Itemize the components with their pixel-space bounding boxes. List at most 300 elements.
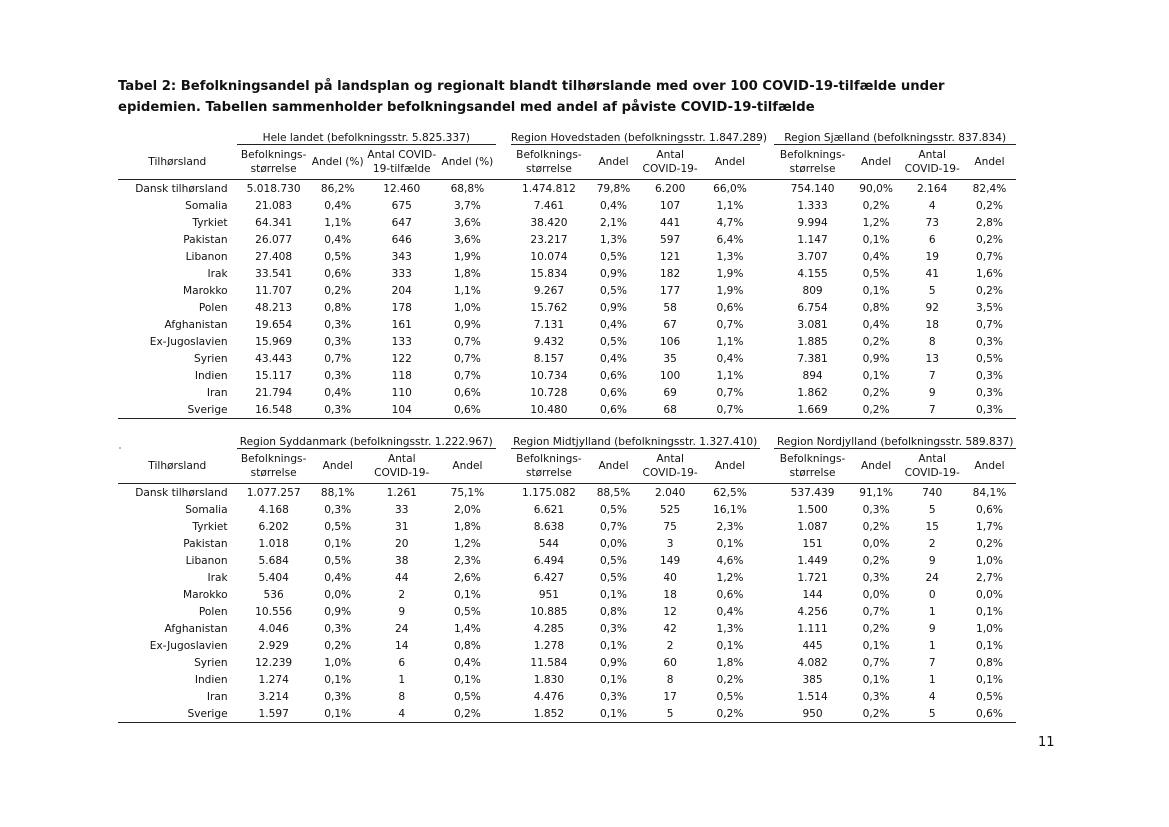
- table-row: [118, 535, 1016, 552]
- gap-cell: [496, 367, 511, 384]
- region-header: Region Sjælland (befolkningsstr. 837.834): [774, 127, 1016, 145]
- value-cell: 0,4%: [324, 233, 352, 246]
- gap-cell: [760, 431, 775, 449]
- value-cell: 1,0%: [975, 622, 1003, 635]
- value-cell: 15.969: [255, 335, 293, 348]
- value-cell: 7: [902, 401, 963, 419]
- value-cell: 9: [928, 622, 936, 635]
- gap-cell: [760, 248, 775, 265]
- value-cell: 0,3%: [311, 401, 365, 419]
- value-cell: 0,3%: [324, 318, 352, 331]
- value-cell: 1.018: [258, 537, 289, 550]
- value-cell: 3.707: [797, 250, 828, 263]
- table-row: [118, 654, 1016, 671]
- gap-cell: [496, 384, 511, 401]
- value-cell: 0,5%: [600, 250, 627, 263]
- value-cell: 809: [802, 284, 823, 297]
- value-cell: 1,1%: [716, 369, 744, 382]
- value-cell: 0,2%: [851, 705, 902, 723]
- value-cell: 8.638: [533, 520, 565, 533]
- value-cell: 2,1%: [600, 216, 627, 229]
- value-cell: 0,3%: [862, 571, 890, 584]
- value-cell: 0,1%: [453, 588, 481, 601]
- value-cell: 0,2%: [975, 199, 1003, 212]
- value-cell: 3.081: [797, 318, 828, 331]
- value-cell: 0,3%: [324, 503, 352, 516]
- gap-cell: [760, 535, 775, 552]
- value-cell: 9: [398, 605, 406, 618]
- value-cell: 0,9%: [600, 267, 627, 280]
- value-cell: 43.443: [255, 352, 293, 365]
- empty-cell: [118, 127, 237, 145]
- value-cell: 0,9%: [453, 318, 481, 331]
- country-cell: Libanon: [185, 250, 228, 263]
- gap-cell: [760, 384, 775, 401]
- table-row: [118, 552, 1016, 569]
- value-cell: 7.131: [533, 318, 565, 331]
- value-cell: 64.341: [255, 216, 293, 229]
- value-cell: 1: [928, 639, 936, 652]
- value-cell: 0,4%: [600, 352, 627, 365]
- value-cell: 106: [660, 335, 681, 348]
- gap-cell: [496, 569, 511, 586]
- value-cell: 0,3%: [862, 690, 890, 703]
- value-cell: 0,4%: [862, 318, 890, 331]
- value-cell: 0,6%: [975, 503, 1003, 516]
- value-cell: 68: [640, 401, 700, 419]
- gap-cell: [496, 197, 511, 214]
- value-cell: 754.140: [790, 182, 835, 195]
- value-cell: 2.040: [654, 486, 686, 499]
- table-row: [118, 620, 1016, 637]
- value-cell: 118: [391, 369, 412, 382]
- value-cell: 6.427: [533, 571, 565, 584]
- value-cell: 0,2%: [862, 386, 890, 399]
- value-cell: 16.548: [237, 401, 311, 419]
- value-cell: 5: [928, 284, 936, 297]
- value-cell: 58: [663, 301, 677, 314]
- value-cell: 0,3%: [600, 622, 627, 635]
- value-cell: 0,1%: [600, 673, 627, 686]
- value-cell: 1.474.812: [521, 182, 576, 195]
- value-cell: 0,0%: [862, 537, 890, 550]
- gap-cell: [760, 449, 775, 484]
- value-cell: 84,1%: [972, 486, 1007, 499]
- country-cell: Polen: [198, 605, 228, 618]
- country-cell: Afghanistan: [164, 318, 228, 331]
- value-cell: 0,1%: [975, 605, 1003, 618]
- gap-cell: [760, 316, 775, 333]
- value-cell: 1,8%: [453, 267, 481, 280]
- region-header-row: [118, 127, 1016, 145]
- value-cell: 2: [398, 588, 406, 601]
- value-cell: 8: [666, 673, 674, 686]
- value-cell: 3: [666, 537, 674, 550]
- column-header: Andel: [311, 449, 365, 484]
- value-cell: 2: [666, 639, 674, 652]
- column-header: Andel: [963, 449, 1016, 484]
- value-cell: 0,4%: [600, 318, 627, 331]
- value-cell: 0,2%: [324, 284, 352, 297]
- region-header: Region Hovedstaden (befolkningsstr. 1.847.289): [511, 127, 760, 145]
- value-cell: 0,2%: [975, 284, 1003, 297]
- gap-cell: [760, 688, 775, 705]
- value-cell: 3,6%: [453, 216, 481, 229]
- gap-cell: [760, 299, 775, 316]
- value-cell: 0,2%: [716, 673, 744, 686]
- value-cell: 1,6%: [975, 267, 1003, 280]
- value-cell: 0,4%: [862, 250, 890, 263]
- value-cell: 161: [391, 318, 412, 331]
- value-cell: 0,8%: [324, 301, 352, 314]
- value-cell: 1,0%: [975, 554, 1003, 567]
- value-cell: 11.584: [530, 656, 568, 669]
- value-cell: 7: [928, 656, 936, 669]
- value-cell: 0,7%: [453, 335, 481, 348]
- table-row: [118, 214, 1016, 231]
- value-cell: 0,6%: [716, 301, 744, 314]
- value-cell: 8: [398, 690, 406, 703]
- empty-cell: [118, 431, 237, 449]
- gap-cell: [760, 586, 775, 603]
- value-cell: 0,2%: [975, 537, 1003, 550]
- value-cell: 0,2%: [700, 705, 759, 723]
- column-header: Antal COVID-19-: [901, 449, 962, 484]
- value-cell: 0,3%: [975, 335, 1003, 348]
- gap-cell: [496, 316, 511, 333]
- value-cell: 13: [925, 352, 939, 365]
- gap-cell: [496, 586, 511, 603]
- column-header: Befolknings- størrelse: [511, 449, 587, 484]
- value-cell: 20: [395, 537, 409, 550]
- value-cell: 26.077: [255, 233, 293, 246]
- value-cell: 8.157: [533, 352, 565, 365]
- value-cell: 0,6%: [600, 386, 627, 399]
- value-cell: 5: [640, 705, 700, 723]
- value-cell: 0,0%: [975, 588, 1003, 601]
- column-header: Befolknings- størrelse: [511, 145, 587, 180]
- value-cell: 1,3%: [600, 233, 627, 246]
- value-cell: 0,4%: [324, 571, 352, 584]
- table-row: [118, 367, 1016, 384]
- value-cell: 1.885: [797, 335, 828, 348]
- value-cell: 0,5%: [600, 571, 627, 584]
- value-cell: 82,4%: [972, 182, 1007, 195]
- value-cell: 9: [928, 386, 936, 399]
- value-cell: 1,1%: [716, 199, 744, 212]
- value-cell: 1,9%: [716, 284, 744, 297]
- value-cell: 0,2%: [862, 554, 890, 567]
- value-cell: 6.202: [258, 520, 289, 533]
- table-row: [118, 518, 1016, 535]
- value-cell: 2.164: [917, 182, 948, 195]
- gap-cell: [760, 518, 775, 535]
- value-cell: 86,2%: [320, 182, 355, 195]
- country-cell: Pakistan: [183, 537, 228, 550]
- value-cell: 1.147: [797, 233, 828, 246]
- value-cell: 0,1%: [862, 673, 890, 686]
- value-cell: 10.074: [530, 250, 568, 263]
- gap-cell: [496, 214, 511, 231]
- value-cell: 35: [663, 352, 677, 365]
- gap-cell: [760, 214, 775, 231]
- column-header: Befolknings- størrelse: [774, 449, 850, 484]
- value-cell: 1.514: [797, 690, 828, 703]
- table-caption: Tabel 2: Befolkningsandel på landsplan og regionalt blandt tilhørslande med over 100 COVID-19-tilfælde under epidemien. Tabellen sammenholder befolkningsandel med andel af påviste COVID-19-tilfælde: [118, 79, 945, 115]
- value-cell: 88,5%: [596, 486, 631, 499]
- value-cell: 4.256: [797, 605, 828, 618]
- value-cell: 0,5%: [975, 690, 1003, 703]
- value-cell: 1,1%: [716, 335, 744, 348]
- value-cell: 23.217: [530, 233, 568, 246]
- value-cell: 1.862: [797, 386, 828, 399]
- column-header: Antal COVID- 19-tilfælde: [365, 145, 439, 180]
- value-cell: 6: [398, 656, 406, 669]
- value-cell: 0,6%: [716, 588, 744, 601]
- country-cell: Sverige: [118, 705, 237, 723]
- value-cell: 0,4%: [324, 386, 352, 399]
- value-cell: 0,6%: [439, 401, 496, 419]
- value-cell: 4: [928, 690, 936, 703]
- value-cell: 9.994: [797, 216, 828, 229]
- value-cell: 41: [925, 267, 939, 280]
- value-cell: 0,5%: [600, 284, 627, 297]
- value-cell: 951: [538, 588, 560, 601]
- value-cell: 647: [391, 216, 412, 229]
- column-header: Befolknings- størrelse: [237, 449, 311, 484]
- value-cell: 21.794: [255, 386, 293, 399]
- value-cell: 1: [928, 605, 936, 618]
- value-cell: 14: [395, 639, 409, 652]
- value-cell: 0,9%: [324, 605, 352, 618]
- value-cell: 0,7%: [975, 250, 1003, 263]
- value-cell: 15.117: [255, 369, 293, 382]
- country-cell: Marokko: [182, 284, 228, 297]
- value-cell: 0,0%: [600, 537, 627, 550]
- value-cell: 2,0%: [453, 503, 481, 516]
- value-cell: 31: [395, 520, 409, 533]
- value-cell: 1.087: [797, 520, 828, 533]
- value-cell: 0,4%: [453, 656, 481, 669]
- gap-cell: [760, 552, 775, 569]
- value-cell: 1,1%: [453, 284, 481, 297]
- value-cell: 69: [663, 386, 677, 399]
- gap-cell: [496, 501, 511, 518]
- value-cell: 1,8%: [453, 520, 481, 533]
- value-cell: 1: [398, 673, 406, 686]
- value-cell: 12: [663, 605, 677, 618]
- gap-cell: [496, 671, 511, 688]
- gap-cell: [496, 180, 511, 198]
- value-cell: 0,1%: [862, 369, 890, 382]
- value-cell: 1.274: [258, 673, 289, 686]
- value-cell: 1,2%: [716, 571, 744, 584]
- gap-cell: [496, 127, 511, 145]
- value-cell: 0,1%: [975, 673, 1003, 686]
- value-cell: 133: [391, 335, 412, 348]
- value-cell: 1,2%: [453, 537, 481, 550]
- gap-cell: [496, 282, 511, 299]
- value-cell: 7.381: [797, 352, 828, 365]
- scan-speck: [119, 447, 121, 449]
- gap-cell: [496, 620, 511, 637]
- gap-cell: [760, 350, 775, 367]
- gap-cell: [760, 145, 775, 180]
- value-cell: 122: [391, 352, 412, 365]
- table-row: [118, 705, 1016, 723]
- country-cell: Somalia: [185, 503, 228, 516]
- value-cell: 0,7%: [600, 520, 627, 533]
- gap-cell: [496, 654, 511, 671]
- value-cell: 0,3%: [324, 690, 352, 703]
- value-cell: 1,1%: [324, 216, 352, 229]
- value-cell: 38.420: [530, 216, 568, 229]
- value-cell: 3,6%: [453, 233, 481, 246]
- column-header-row: [118, 145, 1016, 180]
- value-cell: 675: [391, 199, 412, 212]
- value-cell: 24: [395, 622, 409, 635]
- table-row: [118, 248, 1016, 265]
- gap-cell: [760, 180, 775, 198]
- gap-cell: [760, 197, 775, 214]
- value-cell: 1,7%: [975, 520, 1003, 533]
- gap-cell: [760, 333, 775, 350]
- value-cell: 0,7%: [700, 401, 759, 419]
- gap-cell: [496, 248, 511, 265]
- value-cell: 15.834: [530, 267, 568, 280]
- value-cell: 1.077.257: [246, 486, 301, 499]
- gap-cell: [760, 501, 775, 518]
- value-cell: 385: [802, 673, 823, 686]
- table-row: [118, 384, 1016, 401]
- value-cell: 0,1%: [324, 673, 352, 686]
- value-cell: 0,9%: [862, 352, 890, 365]
- table-row: [118, 231, 1016, 248]
- column-header: Andel: [700, 145, 759, 180]
- value-cell: 0,1%: [716, 639, 744, 652]
- value-cell: 0,5%: [600, 503, 627, 516]
- gap-cell: [760, 705, 775, 723]
- table-row: [118, 265, 1016, 282]
- value-cell: 1.111: [797, 622, 828, 635]
- column-header-row: [118, 449, 1016, 484]
- column-header: Antal COVID-19-: [640, 449, 700, 484]
- value-cell: 33: [395, 503, 409, 516]
- value-cell: 0,7%: [324, 352, 352, 365]
- value-cell: 17: [663, 690, 677, 703]
- gap-cell: [496, 333, 511, 350]
- gap-cell: [760, 265, 775, 282]
- value-cell: 1,9%: [453, 250, 481, 263]
- value-cell: 2,7%: [975, 571, 1003, 584]
- country-cell: Ex-Jugoslavien: [149, 335, 228, 348]
- value-cell: 0,5%: [453, 605, 481, 618]
- value-cell: 7.461: [533, 199, 565, 212]
- value-cell: 0,2%: [862, 199, 890, 212]
- value-cell: 40: [663, 571, 677, 584]
- column-header: Andel: [851, 145, 902, 180]
- column-header: Andel: [587, 449, 640, 484]
- gap-cell: [760, 282, 775, 299]
- table-row: [118, 671, 1016, 688]
- gap-cell: [496, 518, 511, 535]
- table-row: [118, 197, 1016, 214]
- value-cell: 44: [395, 571, 409, 584]
- table-row: [118, 316, 1016, 333]
- value-cell: 4.155: [797, 267, 828, 280]
- value-cell: 48.213: [255, 301, 293, 314]
- value-cell: 0,5%: [716, 690, 744, 703]
- value-cell: 0,6%: [600, 369, 627, 382]
- value-cell: 0,1%: [975, 639, 1003, 652]
- value-cell: 12.239: [255, 656, 293, 669]
- table-row: [118, 484, 1016, 502]
- value-cell: 4.046: [258, 622, 289, 635]
- value-cell: 5: [901, 705, 962, 723]
- gap-cell: [760, 569, 775, 586]
- gap-cell: [496, 265, 511, 282]
- value-cell: 0,9%: [600, 301, 627, 314]
- column-header: Andel: [851, 449, 902, 484]
- value-cell: 60: [663, 656, 677, 669]
- value-cell: 100: [660, 369, 681, 382]
- value-cell: 445: [802, 639, 823, 652]
- gap-cell: [760, 231, 775, 248]
- value-cell: 0,8%: [975, 656, 1003, 669]
- country-cell: Iran: [206, 386, 228, 399]
- value-cell: 0,5%: [324, 250, 352, 263]
- value-cell: 7: [928, 369, 936, 382]
- gap-cell: [760, 637, 775, 654]
- value-cell: 343: [391, 250, 412, 263]
- column-header: Antal COVID-19-: [640, 145, 700, 180]
- value-cell: 0,0%: [862, 588, 890, 601]
- value-cell: 0,8%: [862, 301, 890, 314]
- value-cell: 2,6%: [453, 571, 481, 584]
- table-row: [118, 350, 1016, 367]
- value-cell: 4,7%: [716, 216, 744, 229]
- value-cell: 0,8%: [453, 639, 481, 652]
- value-cell: 0,1%: [324, 537, 352, 550]
- value-cell: 204: [391, 284, 412, 297]
- value-cell: 0,4%: [716, 352, 744, 365]
- country-cell: Dansk tilhørsland: [135, 486, 228, 499]
- value-cell: 0,2%: [862, 622, 890, 635]
- value-cell: 0,6%: [324, 267, 352, 280]
- gap-cell: [760, 603, 775, 620]
- value-cell: 0,6%: [963, 705, 1016, 723]
- country-cell: Indien: [194, 369, 228, 382]
- table-row: [118, 569, 1016, 586]
- value-cell: 21.083: [255, 199, 293, 212]
- country-cell: Syrien: [194, 352, 228, 365]
- gap-cell: [760, 620, 775, 637]
- gap-cell: [496, 637, 511, 654]
- country-cell: Iran: [206, 690, 228, 703]
- country-cell: Tyrkiet: [192, 520, 228, 533]
- country-cell: Syrien: [194, 656, 228, 669]
- gap-cell: [496, 350, 511, 367]
- value-cell: 1.333: [797, 199, 828, 212]
- value-cell: 5.684: [258, 554, 289, 567]
- gap-cell: [496, 603, 511, 620]
- value-cell: 0,3%: [600, 690, 627, 703]
- value-cell: 0,9%: [600, 656, 627, 669]
- value-cell: 91,1%: [859, 486, 893, 499]
- country-cell: Irak: [207, 267, 228, 280]
- value-cell: 2.929: [258, 639, 289, 652]
- value-cell: 0,2%: [862, 335, 890, 348]
